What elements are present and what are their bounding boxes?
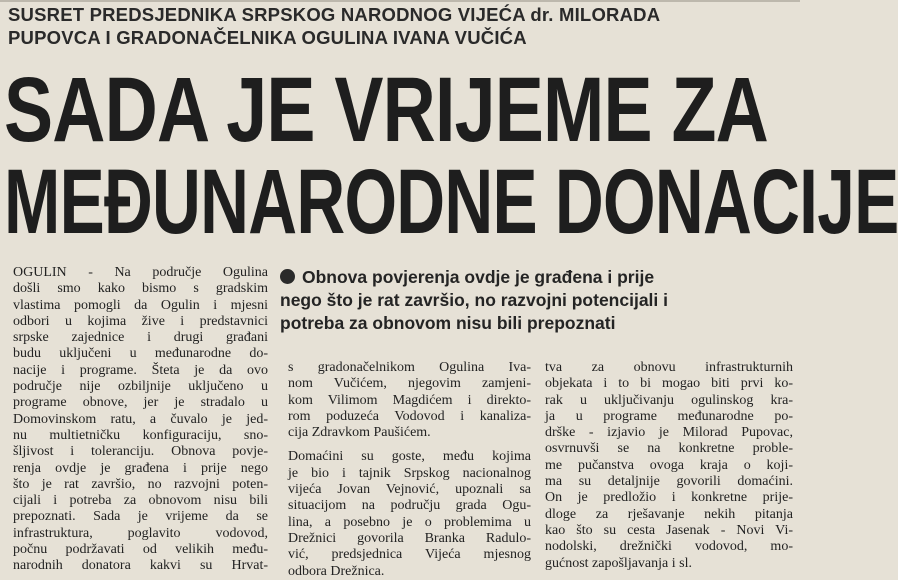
text-line: rak u uključivanju ogulinskog kra- [545,392,793,408]
text-line: objekata i to bi mogao biti prvi ko- [545,376,793,392]
text-line: kom Vilimom Magdićem i direkto- [288,392,531,408]
lead-line-1-text: Obnova povjerenja ovdje je građena i prije [302,267,655,287]
headline-line-2: MEĐUNARODNE DONACIJE [4,151,898,253]
text-line: Domaćini su goste, među kojima [288,449,531,465]
kicker-line-2: PUPOVCA I GRADONAČELNIKA OGULINA IVANA VUČIĆA [8,27,527,48]
text-line: područje nije ozbiljnije uključeno u [13,379,268,395]
text-line: je bio i tajnik Srpskog nacionalnog [288,465,531,481]
bullet-icon [280,269,295,284]
text-line: počnu podržavati od velikih među- [13,542,268,558]
article-column-2 [288,360,531,579]
lead-line-2: nego što je rat završio, no razvojni potencijali i [280,290,668,310]
text-line: šljivost i toleranciju. Obnova povje- [13,444,268,460]
text-line: cijali i potreba za obnovom nisu bili [13,493,268,509]
paragraph-gap [288,441,531,449]
text-line: prepoznati. Sada je vrijeme da se [13,509,268,525]
text-line: OGULIN - Na područje Ogulina [13,265,268,280]
text-line: vić, predsjednica Vijeća mjesnog [288,547,531,563]
text-line: osvrnuvši se na konkretne proble- [545,441,793,457]
text-line: narodnih donatora kakvi su Hrvat- [13,558,268,574]
text-line: vlastima pomogli da Ogulin i mjesni [13,297,268,313]
text-line: nacije i programe. Šteta je da ovo [13,362,268,378]
headline-line-1: SADA JE VRIJEME ZA [4,59,769,161]
text-line: situacijom na području grada Ogu- [288,498,531,514]
text-line: nom Vučićem, njegovim zamjeni- [288,376,531,392]
text-line: cija Zdravkom Paušićem. [288,425,431,441]
text-line: renja ovdje je građena i prije nego [13,460,268,476]
text-line: gućnost zapošljavanja i sl. [545,555,692,571]
text-line: On je predložio i konkretne prije- [545,490,793,506]
text-line: tva za obnovu infrastrukturnih [545,360,793,375]
text-line: budu uključeni u međunarodne do- [13,346,268,362]
text-line: drške - izjavio je Milorad Pupovac, [545,425,793,441]
text-line: ma su detaljnije govorili domaćini. [545,474,793,490]
lead-line-1 [280,266,796,289]
text-line: vijeća Jovan Vejnović, upoznali sa [288,482,531,498]
text-line: što je rat završio, no razvojni poten- [13,476,268,492]
text-line: me pučanstva ovoga kraja o koji- [545,457,793,473]
text-line: dloge za rješavanje nekih pitanja [545,506,793,522]
page-top-edge [0,0,800,2]
kicker-line-1: SUSRET PREDSJEDNIKA SRPSKOG NARODNOG VIJEĆA dr. MILORADA [8,4,661,25]
text-line: srpske zajednice i drugi građani [13,330,268,346]
text-line: odbori u kojima žive i predstavnici [13,313,268,329]
text-line: nu multietničku konfiguraciju, sno- [13,427,268,443]
article-column-1 [13,265,268,574]
text-line: infrastruktura, poglavito vodovod, [13,525,268,541]
text-line: Drežnici govorila Branka Radulo- [288,530,531,546]
article-lead [280,266,796,335]
article-column-3 [545,360,793,571]
article-kicker [8,3,798,49]
text-line: lina, a posebno je o problemima u [288,514,531,530]
text-line: rom poduzeća Vodovod i kanaliza- [288,408,531,424]
text-line: s gradonačelnikom Ogulina Iva- [288,360,531,375]
text-line: odbora Drežnica. [288,563,385,579]
text-line: kao što su cesta Jasenak - Novi Vi- [545,522,793,538]
text-line: ja u programe međunarodne po- [545,408,793,424]
text-line: programe obnove, jer je stradalo u [13,395,268,411]
text-line: došli smo kako bismo s gradskim [13,281,268,297]
text-line: Domovinskom ratu, a čuvalo je jed- [13,411,268,427]
text-line: nodolski, drežnički vodovod, mo- [545,539,793,555]
lead-line-3: potreba za obnovom nisu bili prepoznati [280,313,616,333]
